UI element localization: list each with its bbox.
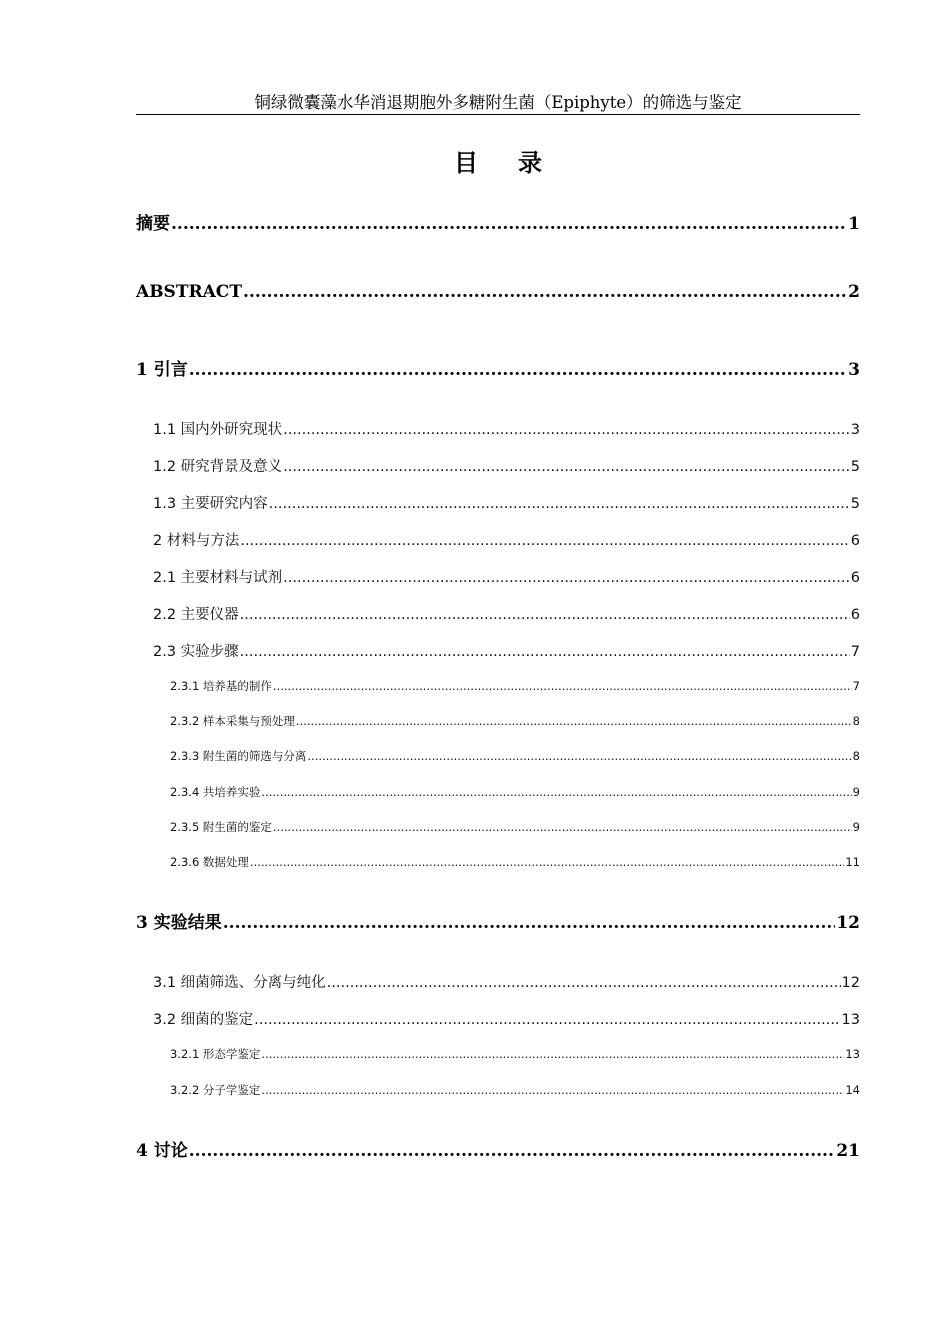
dot-leader [250, 855, 844, 869]
dot-leader [254, 1012, 840, 1028]
toc-entry-page: 1 [848, 214, 860, 234]
toc-entry-label: 2.2 主要仪器 [153, 607, 239, 623]
dot-leader [283, 570, 850, 586]
toc-entry[interactable] [136, 355, 860, 380]
toc-entry-page: 21 [836, 1141, 860, 1161]
toc-entry-label: 2.3.1 培养基的制作 [170, 679, 272, 693]
dot-leader [261, 1047, 844, 1061]
toc-entry-page: 6 [850, 607, 860, 623]
toc-entry-label: 2 材料与方法 [153, 533, 240, 549]
toc-entry[interactable] [170, 748, 860, 764]
dot-leader [223, 913, 836, 933]
toc-entry-page: 8 [852, 714, 860, 728]
toc-entry[interactable] [136, 282, 860, 302]
toc-entry-label: 1.2 研究背景及意义 [153, 459, 283, 475]
toc-entry-label: 3 实验结果 [136, 913, 222, 933]
toc-entry-page: 8 [852, 749, 860, 763]
dot-leader [283, 422, 850, 438]
running-header: 铜绿微囊藻水华消退期胞外多糖附生菌（Epiphyte）的筛选与鉴定 [254, 93, 742, 112]
toc-entry-page: 9 [852, 820, 860, 834]
toc-entry-page: 13 [845, 1047, 860, 1061]
toc-entry-label: 1 引言 [136, 360, 188, 380]
toc-entry-label: 2.3.2 样本采集与预处理 [170, 714, 295, 728]
dot-leader [296, 714, 852, 728]
toc-entry-label: 1.1 国内外研究现状 [153, 422, 283, 438]
dot-leader [240, 644, 850, 660]
toc-entry-page: 14 [845, 1083, 860, 1097]
dot-leader [283, 459, 850, 475]
toc-entry[interactable] [170, 819, 860, 835]
toc-entry[interactable] [136, 1136, 860, 1161]
toc-entry-page: 11 [845, 855, 860, 869]
toc-entry[interactable] [153, 1008, 860, 1029]
dot-leader [327, 975, 841, 991]
dot-leader [273, 820, 852, 834]
toc-entry[interactable] [153, 566, 860, 587]
toc-entry-label: 3.2.2 分子学鉴定 [170, 1083, 261, 1097]
toc-entry-page: 6 [850, 533, 860, 549]
header-rule [136, 114, 860, 115]
toc-entry[interactable] [170, 678, 860, 694]
toc-entry-label: 2.3 实验步骤 [153, 644, 239, 660]
toc-entry-page: 12 [836, 913, 860, 933]
toc-entry-label: 摘要 [136, 214, 170, 234]
dot-leader [261, 1083, 844, 1097]
toc-entry-label: 2.3.6 数据处理 [170, 855, 249, 869]
toc-entry-page: 13 [841, 1012, 860, 1028]
toc-entry[interactable] [153, 455, 860, 476]
dot-leader [273, 679, 852, 693]
toc-heading: 目录 [454, 149, 582, 177]
dot-leader [261, 785, 851, 799]
toc-entry-page: 5 [850, 496, 860, 512]
toc-entry-label: 4 讨论 [136, 1141, 188, 1161]
toc-entry-page: 7 [850, 644, 860, 660]
toc-entry-label: ABSTRACT [136, 282, 242, 302]
dot-leader [189, 1141, 836, 1161]
toc-entry[interactable] [153, 640, 860, 661]
toc-entry[interactable] [153, 418, 860, 439]
dot-leader [189, 360, 847, 380]
dot-leader [171, 214, 847, 234]
dot-leader [243, 282, 847, 302]
dot-leader [240, 533, 849, 549]
toc-entry-label: 2.3.4 共培养实验 [170, 785, 261, 799]
toc-entry-page: 7 [852, 679, 860, 693]
toc-entry-label: 1.3 主要研究内容 [153, 496, 268, 512]
toc-entry[interactable] [170, 1082, 860, 1098]
dot-leader [240, 607, 850, 623]
toc-entry-page: 5 [850, 459, 860, 475]
toc-entry-page: 6 [850, 570, 860, 586]
toc-entry-label: 2.3.5 附生菌的鉴定 [170, 820, 272, 834]
toc-entry-page: 12 [841, 975, 860, 991]
dot-leader [307, 749, 851, 763]
toc-entry[interactable] [170, 784, 860, 800]
toc-entry-label: 3.2 细菌的鉴定 [153, 1012, 254, 1028]
toc-entry[interactable] [170, 1046, 860, 1062]
toc-entry-page: 9 [852, 785, 860, 799]
toc-entry[interactable] [170, 854, 860, 870]
toc-entry-page: 3 [848, 360, 860, 380]
toc-entry-label: 2.1 主要材料与试剂 [153, 570, 283, 586]
toc-entry[interactable] [153, 492, 860, 513]
toc-entry-page: 3 [850, 422, 860, 438]
dot-leader [269, 496, 850, 512]
toc-entry[interactable] [136, 209, 860, 234]
toc-entry-label: 2.3.3 附生菌的筛选与分离 [170, 749, 307, 763]
toc-entry[interactable] [170, 713, 860, 729]
toc-entry[interactable] [153, 971, 860, 992]
toc-entry[interactable] [153, 603, 860, 624]
toc-entry-label: 3.2.1 形态学鉴定 [170, 1047, 261, 1061]
toc-entry[interactable] [136, 908, 860, 933]
toc-entry[interactable] [153, 529, 860, 550]
toc-entry-label: 3.1 细菌筛选、分离与纯化 [153, 975, 326, 991]
toc-entry-page: 2 [848, 282, 860, 302]
